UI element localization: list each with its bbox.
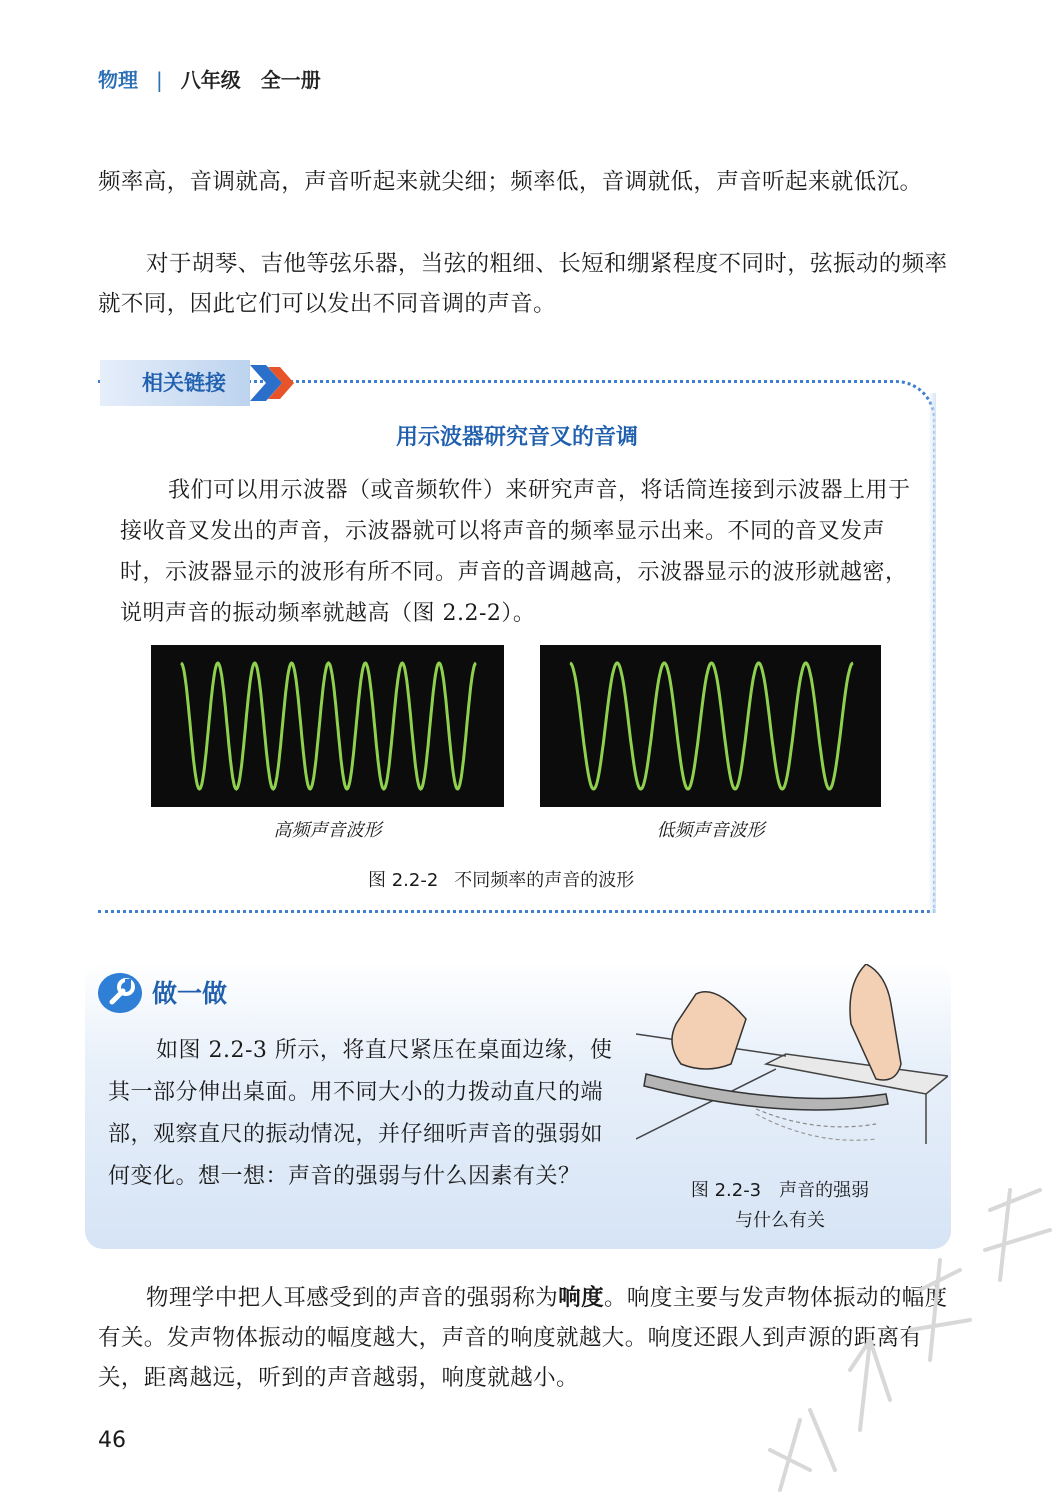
figure-number: 图 2.2-2: [368, 870, 439, 891]
figure-caption-line1: 声音的强弱: [779, 1180, 870, 1201]
link-title: 用示波器研究音叉的音调: [395, 425, 638, 450]
related-link-tag: 相关链接: [100, 360, 250, 406]
paragraph-pitch-frequency: 频率高，音调就高，声音听起来就尖细；频率低，音调就低，声音听起来就低沉。: [98, 169, 923, 195]
link-text: 我们可以用示波器（或音频软件）来研究声音，将话筒连接到示波器上用于接收音叉发出的声音，示波器就可以将声音的频率显示出来。不同的音叉发声时，示波器显示的波形有所不同。声音的音调越高，示波器显示的波形就越密，说明声音的振动频率就越高（图 2.2-2）。: [120, 478, 911, 626]
high-frequency-waveform: [181, 663, 476, 789]
low-frequency-waveform: [570, 663, 853, 789]
header-subject: 物理: [98, 68, 138, 92]
running-header: [98, 64, 321, 93]
page-number: 46: [98, 1428, 126, 1453]
header-separator: |: [156, 68, 163, 92]
figure-caption-2-2-2: [368, 866, 634, 892]
oscilloscope-low-frequency: [540, 645, 881, 807]
loudness-text-after: 。响度主要与发声物体振动的幅度有关。发声物体振动的幅度越大，声音的响度就越大。响度还跟人到声源的距离有关，距离越远，听到的声音越弱，响度就越小。: [98, 1285, 948, 1391]
double-chevron-icon: [248, 363, 298, 403]
caption-high-frequency: 高频声音波形: [273, 820, 382, 841]
loudness-text-before: 物理学中把人耳感受到的声音的强弱称为: [146, 1285, 559, 1311]
ruler-vibration-illustration: [636, 964, 948, 1174]
header-grade: 八年级 全一册: [180, 68, 321, 92]
wrench-icon: [98, 973, 142, 1013]
figure-caption-line2: 与什么有关: [735, 1210, 825, 1231]
term-loudness: 响度: [558, 1285, 605, 1311]
oscilloscope-high-frequency: [151, 645, 504, 807]
figure-number-2-2-3: 图 2.2-3: [690, 1180, 762, 1201]
publisher-watermark: [740, 1170, 1060, 1500]
do-it-title: 做一做: [152, 979, 228, 1008]
paragraph-string-instruments: 对于胡琴、吉他等弦乐器，当弦的粗细、长短和绷紧程度不同时，弦振动的频率就不同，因此它们可以发出不同音调的声音。: [98, 251, 948, 317]
caption-low-frequency: 低频声音波形: [656, 820, 765, 841]
figure-caption-text: 不同频率的声音的波形: [454, 870, 635, 891]
do-it-text: 如图 2.2-3 所示，将直尺紧压在桌面边缘，使其一部分伸出桌面。用不同大小的力拨动直尺的端部，观察直尺的振动情况，并仔细听声音的强弱如何变化。想一想：声音的强弱与什么因素有关？: [108, 1038, 613, 1189]
